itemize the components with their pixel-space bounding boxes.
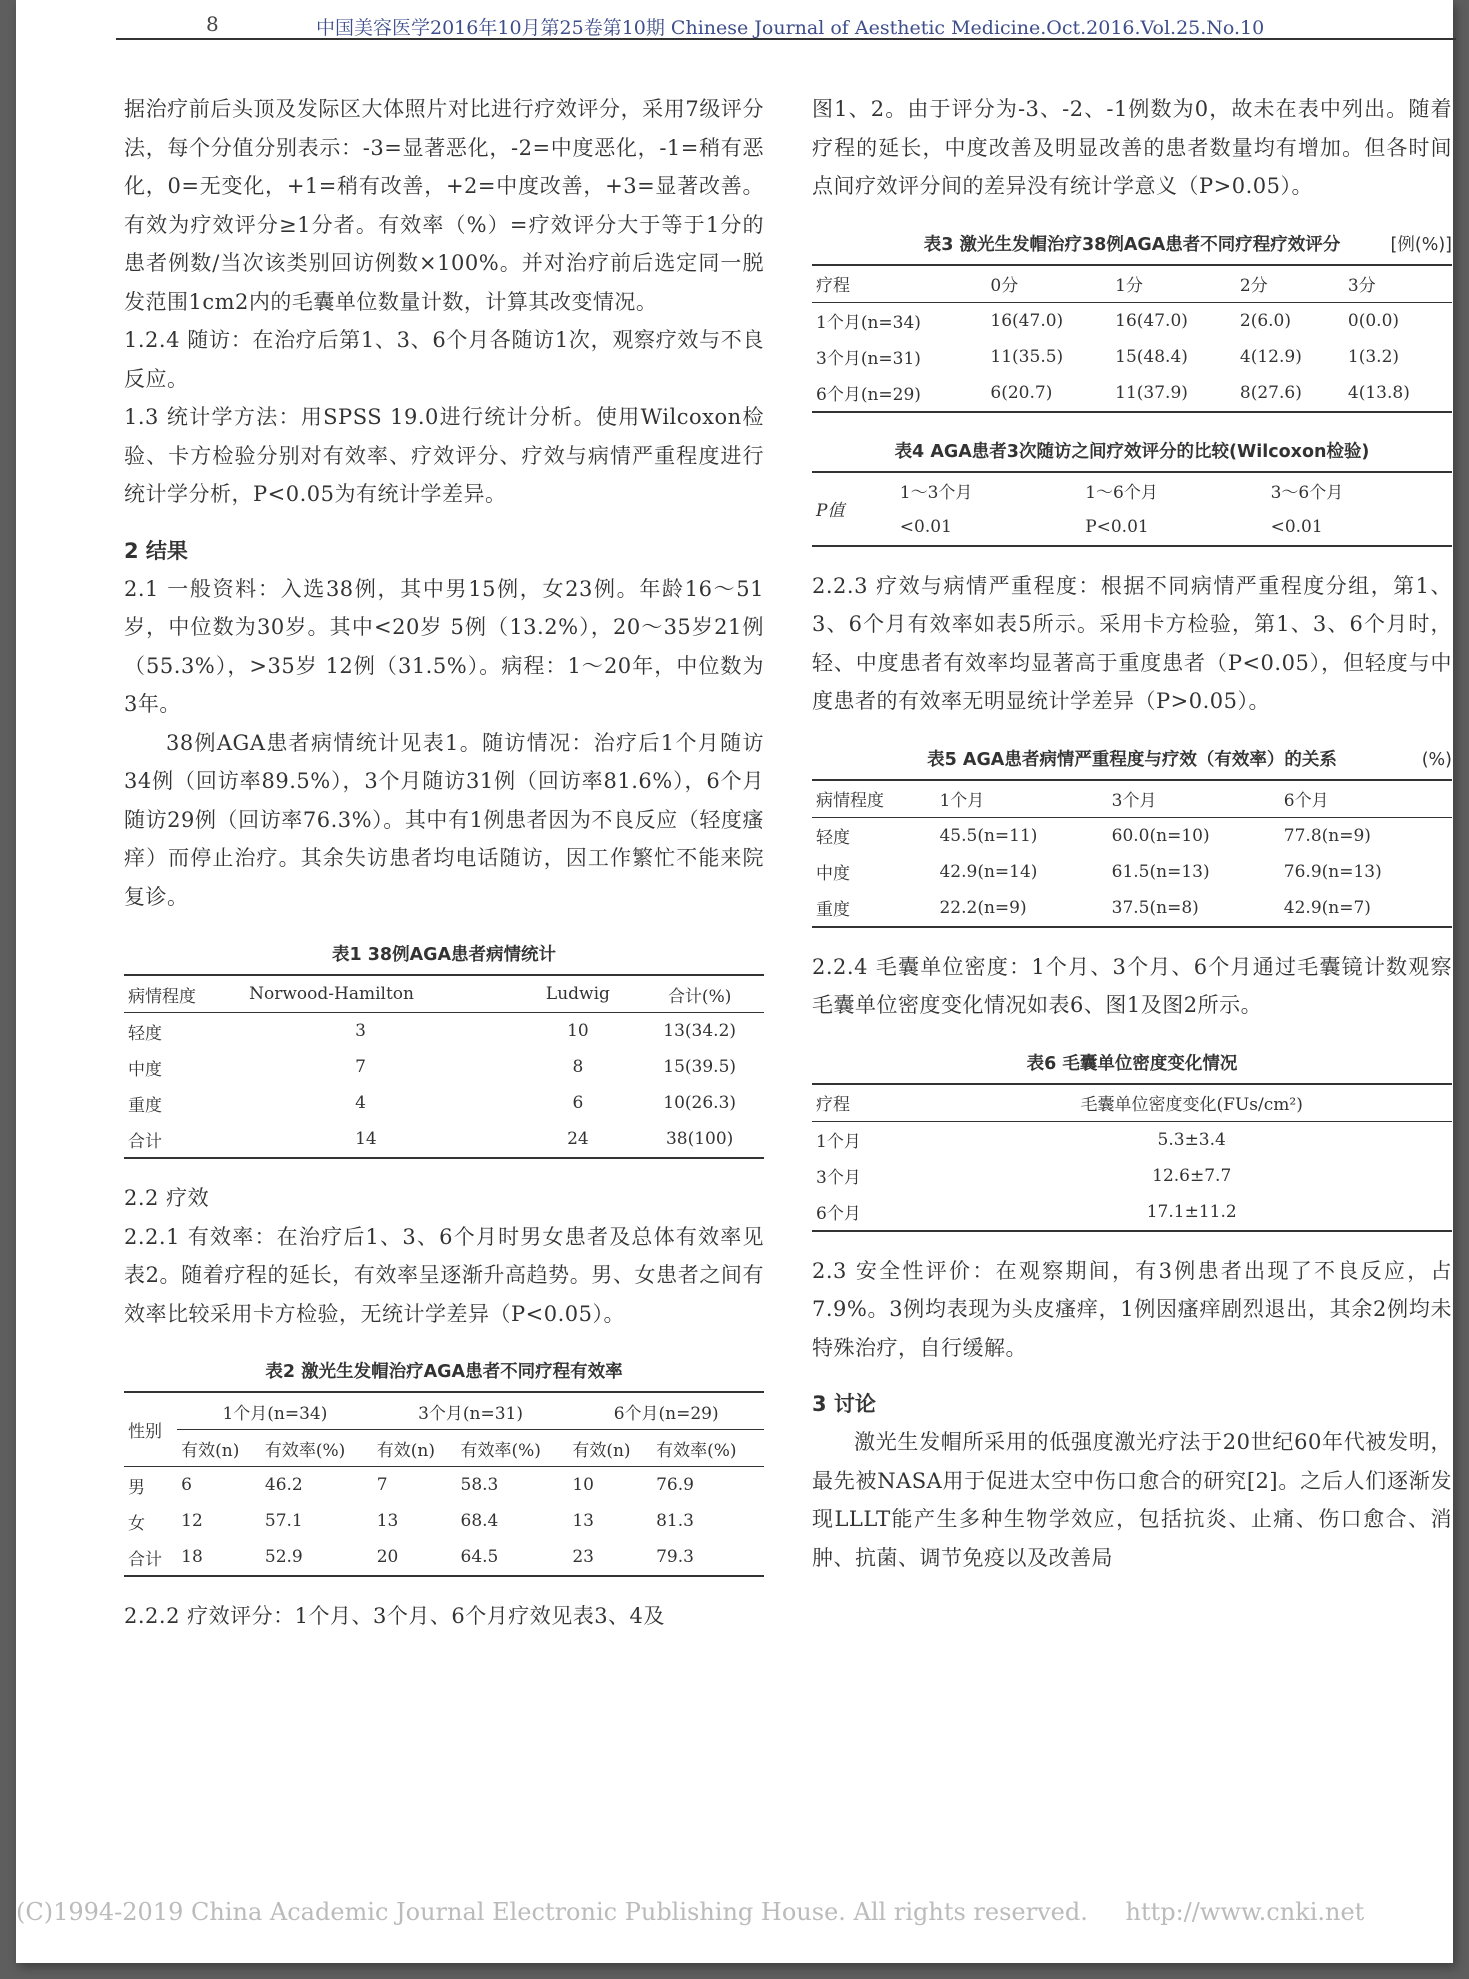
cnki-url: http://www.cnki.net (1125, 1898, 1365, 1926)
journal-page (16, 0, 1453, 1963)
table-header: Ludwig (521, 975, 636, 1013)
table3 (812, 264, 1452, 413)
table-cell: 24 (567, 1129, 589, 1149)
table-row (124, 1013, 764, 1050)
table-cell: 中度 (816, 864, 850, 884)
table-cell: 58.3 (460, 1475, 499, 1495)
paragraph-efficacy-score: 2.2.2 疗效评分：1个月、3个月、6个月疗效见表3、4及 (124, 1604, 665, 1628)
table-cell: 6 (572, 1093, 584, 1113)
table-cell: 6 (181, 1475, 192, 1495)
table-cell: <0.01 (1270, 516, 1323, 537)
table-row (124, 1121, 764, 1158)
table-cell: 79.3 (656, 1547, 694, 1567)
table-cell: <0.01 (899, 516, 952, 537)
table-cell: 10 (567, 1021, 589, 1041)
table3-caption: 表3 激光生发帽治疗38例AGA患者不同疗程疗效评分 [例(%)] (812, 232, 1452, 258)
table-cell: 1(3.2) (1347, 346, 1400, 367)
table-cell: 16(47.0) (1115, 310, 1188, 331)
paragraph-general-data: 2.1 一般资料：入选38例，其中男15例，女23例。年龄16～51岁，中位数为30岁。其中<20岁 5例（13.2%），20～35岁21例（55.3%），>35岁 12例（31.5%）。病程：1～20年，中位数为3年。 (124, 576, 764, 716)
table-cell: 10(26.3) (663, 1093, 737, 1113)
table-header: 3分 (1344, 265, 1452, 303)
table-cell: 76.9 (656, 1475, 694, 1495)
table2 (124, 1391, 764, 1577)
table-cell: 6个月(n=29) (816, 385, 921, 405)
table-header: 1～3个月 (899, 483, 973, 503)
table-cell: 8(27.6) (1239, 382, 1302, 403)
table5 (812, 779, 1452, 928)
table-cell: 57.1 (264, 1511, 303, 1531)
table-cell: 46.2 (264, 1475, 303, 1495)
table-header: 1～6个月 (1085, 483, 1158, 503)
table-row (812, 1194, 1452, 1231)
table-cell: 轻度 (128, 1023, 162, 1044)
table-cell: 重度 (816, 900, 850, 920)
table-cell: 61.5(n=13) (1111, 861, 1210, 882)
table-row (124, 1503, 764, 1539)
table-cell: 64.5 (460, 1547, 499, 1567)
table-row (812, 890, 1452, 927)
table-subheader: 有效率(%) (457, 1430, 569, 1467)
table-cell: 5.3±3.4 (1157, 1129, 1226, 1150)
table1-caption: 表1 38例AGA患者病情统计 (331, 945, 557, 965)
table-cell: 2(6.0) (1239, 310, 1292, 331)
table6 (812, 1083, 1452, 1232)
table-cell: 11(37.9) (1115, 382, 1188, 403)
paragraph-statistics: 1.3 统计学方法：用SPSS 19.0进行统计分析。使用Wilcoxon检验、卡方检验分别对有效率、疗效评分、疗效与病情严重程度进行统计学分析，P<0.05为有统计学差异。 (124, 405, 764, 506)
table-row (812, 509, 1452, 546)
table-cell: 3个月 (816, 1168, 861, 1188)
table-header: 病情程度 (124, 975, 245, 1013)
table-cell: 1个月(n=34) (816, 313, 921, 333)
table-cell: 20 (376, 1547, 399, 1567)
table-cell: 8 (572, 1057, 584, 1077)
paragraph-efficacy-heading: 2.2 疗效 (124, 1186, 210, 1210)
table-cell: 男 (128, 1477, 145, 1498)
table-cell: 45.5(n=11) (939, 825, 1038, 846)
table-header: 1分 (1111, 265, 1236, 303)
table6-caption: 表6 毛囊单位密度变化情况 (1026, 1053, 1238, 1074)
table-cell: 10 (572, 1475, 594, 1495)
table-cell: 68.4 (460, 1511, 499, 1531)
paragraph-followup: 1.2.4 随访：在治疗后第1、3、6个月各随访1次，观察疗效与不良反应。 (124, 328, 764, 391)
table-subheader: 有效(n) (568, 1430, 652, 1467)
section-heading-results: 2 结果 (124, 538, 188, 563)
table-cell: 38(100) (665, 1129, 734, 1149)
right-column (812, 90, 1452, 1577)
table-cell: 22.2(n=9) (939, 897, 1027, 918)
table-cell: 17.1±11.2 (1146, 1201, 1237, 1222)
table-cell: 3个月(n=31) (816, 349, 921, 369)
table-cell: 1个月 (816, 1132, 861, 1152)
table-cell: 14 (355, 1129, 377, 1149)
table-header: 0分 (986, 265, 1111, 303)
table-cell: 合计 (128, 1131, 162, 1152)
table-cell: 12 (181, 1511, 203, 1531)
table-cell: 7 (376, 1475, 388, 1495)
copyright-text: (C)1994-2019 China Academic Journal Electronic Publishing House. All rights reserved. (16, 1898, 1088, 1926)
table-group-header: 3个月(n=31) (373, 1392, 569, 1430)
table-header: 3个月 (1108, 780, 1280, 818)
table-row (124, 1539, 764, 1576)
table-row (812, 302, 1452, 339)
table-cell: 4(12.9) (1239, 346, 1302, 367)
paragraph: 据治疗前后头顶及发际区大体照片对比进行疗效评分，采用7级评分法，每个分值分别表示：-3=显著恶化，-2=中度恶化，-1=稍有恶化，0=无变化，+1=稍有改善，+2=中度改善，+3=显著改善。有效为疗效评分≥1分者。有效率（%）=疗效评分大于等于1分的患者例数/当次该类别回访例数×100%。并对治疗前后选定同一脱发范围1cm2内的毛囊单位数量计数，计算其改变情况。 (124, 97, 764, 314)
table-cell: 7 (355, 1057, 366, 1077)
table-row (812, 817, 1452, 854)
table-cell: 3 (355, 1021, 366, 1041)
table-cell: 6(20.7) (990, 382, 1053, 403)
table-row (812, 854, 1452, 890)
table-header: Norwood-Hamilton (245, 975, 520, 1013)
table-cell: 37.5(n=8) (1111, 897, 1199, 918)
copyright-watermark (16, 1898, 1364, 1926)
paragraph-follicle-density: 2.2.4 毛囊单位密度：1个月、3个月、6个月通过毛囊镜计数观察毛囊单位密度变化情况如表6、图1及图2所示。 (812, 954, 1452, 1017)
page-number: 8 (206, 12, 219, 36)
table-cell: 16(47.0) (990, 310, 1064, 331)
table-header: 毛囊单位密度变化(FUs/cm²) (931, 1084, 1452, 1122)
table2-caption: 表2 激光生发帽治疗AGA患者不同疗程有效率 (265, 1362, 623, 1382)
table-row (812, 375, 1452, 412)
table-cell: 23 (572, 1547, 594, 1567)
table-cell: 42.9(n=14) (939, 861, 1038, 882)
table-cell: 轻度 (816, 828, 850, 848)
table-cell: 4(13.8) (1347, 382, 1410, 403)
table-header: 6个月 (1280, 780, 1452, 818)
table-row (812, 1158, 1452, 1194)
table-group-header: 6个月(n=29) (568, 1392, 764, 1430)
table-cell: 60.0(n=10) (1111, 825, 1210, 846)
table-row (124, 1085, 764, 1121)
table4-caption: 表4 AGA患者3次随访之间疗效评分的比较(Wilcoxon检验) (894, 441, 1370, 462)
table-cell: P值 (816, 501, 845, 521)
table-subheader: 有效(n) (373, 1430, 457, 1467)
table-cell: 13 (572, 1511, 594, 1531)
paragraph-discussion: 激光生发帽所采用的低强度激光疗法于20世纪60年代被发明，最先被NASA用于促进太空中伤口愈合的研究[2]。之后人们逐渐发现LLLT能产生多种生物学效应，包括抗炎、止痛、伤口愈合、消肿、抗菌、调节免疫以及改善局 (812, 1430, 1452, 1570)
table-row (124, 1049, 764, 1085)
table-cell: 42.9(n=7) (1283, 897, 1371, 918)
paragraph-followup-status: 38例AGA患者病情统计见表1。随访情况：治疗后1个月随访34例（回访率89.5%），3个月随访31例（回访率81.6%），6个月随访29例（回访率76.3%）。其中有1例患者因为不良反应（轻度瘙痒）而停止治疗。其余失访患者均电话随访，因工作繁忙不能来院复诊。 (124, 730, 764, 909)
running-header (116, 8, 1456, 40)
table-row (812, 1121, 1452, 1158)
table-cell: 合计 (128, 1549, 162, 1570)
paragraph-continued: 图1、2。由于评分为-3、-2、-1例数为0，故未在表中列出。随着疗程的延长，中度改善及明显改善的患者数量均有增加。但各时间点间疗效评分间的差异没有统计学意义（P>0.05）。 (812, 97, 1452, 198)
table-cell: 重度 (128, 1095, 162, 1116)
table-header: 3～6个月 (1270, 483, 1344, 503)
table5-unit: (%) (1421, 749, 1452, 770)
table-header: 合计(%) (635, 975, 764, 1013)
table-cell: 76.9(n=13) (1283, 861, 1382, 882)
table-header: 疗程 (812, 1084, 931, 1122)
section-heading-discussion: 3 讨论 (812, 1392, 876, 1416)
table-subheader: 有效率(%) (261, 1430, 373, 1467)
paragraph-safety: 2.3 安全性评价：在观察期间，有3例患者出现了不良反应，占7.9%。3例均表现为头皮瘙痒，1例因瘙痒剧烈退出，其余2例均未特殊治疗，自行缓解。 (812, 1258, 1452, 1360)
table-cell: 18 (181, 1547, 203, 1567)
table-cell: 12.6±7.7 (1152, 1165, 1232, 1186)
table-cell: 女 (128, 1513, 145, 1534)
table-header: 性别 (124, 1392, 177, 1467)
table-cell: 4 (355, 1093, 366, 1113)
table-cell: 77.8(n=9) (1283, 825, 1371, 846)
table-row (124, 1467, 764, 1504)
table5-caption: 表5 AGA患者病情严重程度与疗效（有效率）的关系 (%) (812, 747, 1452, 773)
table-header: 1个月 (935, 780, 1107, 818)
table-cell: 中度 (128, 1059, 162, 1080)
table-header: 2分 (1236, 265, 1344, 303)
paragraph-severity: 2.2.3 疗效与病情严重程度：根据不同病情严重程度分组，第1、3、6个月有效率如表5所示。采用卡方检验，第1、3、6个月时，轻、中度患者有效率均显著高于重度患者（P<0.05），但轻度与中度患者的有效率无明显统计学差异（P>0.05）。 (812, 573, 1452, 713)
table-header: 疗程 (812, 265, 986, 303)
table-cell: 6个月 (816, 1204, 861, 1224)
table-header: 病情程度 (812, 780, 935, 818)
journal-title: 中国美容医学2016年10月第25卷第10期 Chinese Journal of Aesthetic Medicine.Oct.2016.Vol.25.No.10 (316, 17, 1265, 39)
table-cell: 0(0.0) (1347, 310, 1400, 331)
table-cell: 13(34.2) (663, 1021, 737, 1041)
table4 (812, 471, 1452, 547)
table-cell: P<0.01 (1085, 516, 1149, 537)
table-cell: 11(35.5) (990, 346, 1064, 367)
table-row (812, 339, 1452, 375)
paragraph-efficacy-rate: 2.2.1 有效率：在治疗后1、3、6个月时男女患者及总体有效率见表2。随着疗程的延长，有效率呈逐渐升高趋势。男、女患者之间有效率比较采用卡方检验，无统计学差异（P<0.05）。 (124, 1224, 764, 1326)
table-cell: 15(39.5) (663, 1057, 737, 1077)
table1 (124, 974, 764, 1159)
table-subheader: 有效率(%) (652, 1430, 764, 1467)
table-cell: 13 (376, 1511, 399, 1531)
left-column (124, 90, 764, 1636)
table-cell: 15(48.4) (1115, 346, 1188, 367)
table-subheader: 有效(n) (177, 1430, 261, 1467)
table3-unit: [例(%)] (1390, 234, 1452, 255)
table-cell: 81.3 (656, 1511, 694, 1531)
table-cell: 52.9 (264, 1547, 303, 1567)
table-group-header: 1个月(n=34) (177, 1392, 373, 1430)
